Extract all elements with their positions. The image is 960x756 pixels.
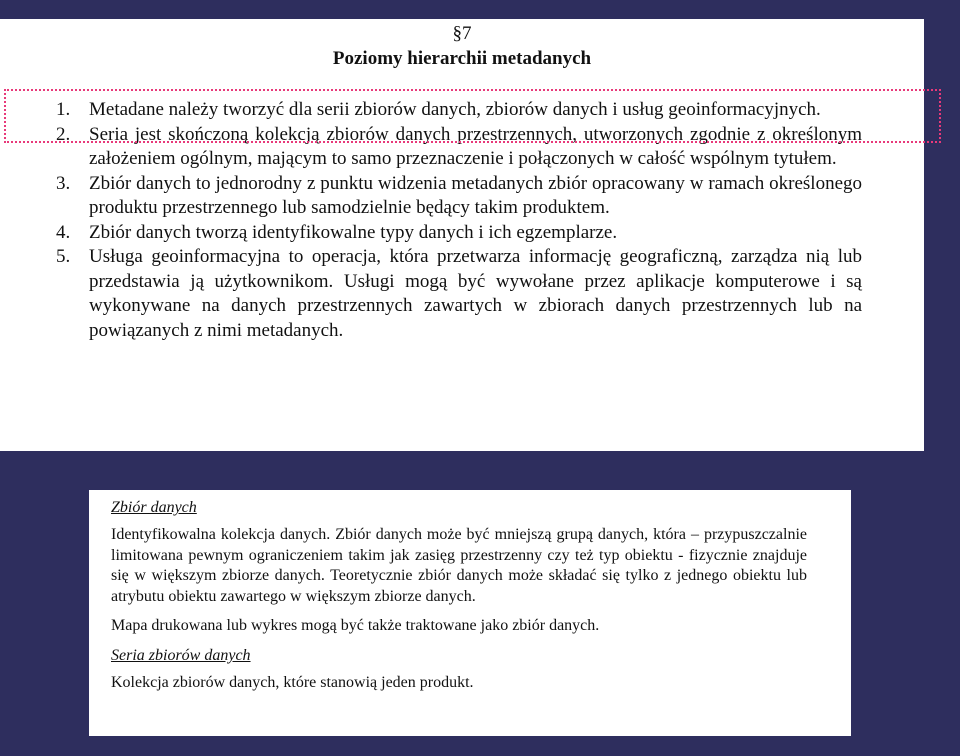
section-title: Poziomy hierarchii metadanych — [332, 48, 592, 69]
item-number: 2. — [56, 123, 71, 145]
definition-text-series: Kolekcja zbiorów danych, które stanowią jeden produkt. — [111, 673, 474, 691]
list-item — [56, 221, 862, 246]
definition-text-dataset: Identyfikowalna kolekcja danych. Zbiór danych może być mniejszą grupą danych, która – przypuszczalnie limitowana pewnym ograniczeniem takim jak zasięg przestrzenny czy też typ obiektu - fizycznie znajduje się w większym zbiorze danych. Teoretycznie zbiór danych może składać się tylko z jednego obiektu lub atrybutu obiektu zawartego w większym zbiorze danych. — [111, 525, 807, 606]
definition-term-series: Seria zbiorów danych — [111, 646, 251, 664]
highlight-box — [4, 89, 941, 143]
item-text: Zbiór danych tworzą identyfikowalne typy danych i ich egzemplarze. — [89, 221, 618, 243]
list-item — [56, 172, 862, 221]
item-number: 4. — [56, 221, 71, 243]
regulation-panel — [0, 19, 924, 451]
item-text: Zbiór danych to jednorodny z punktu widzenia metadanych zbiór opracowany w ramach określonego produktu przestrzennego lub samodzielnie będący takim produktem. — [89, 172, 862, 218]
item-number: 1. — [56, 99, 71, 120]
item-number: 5. — [56, 246, 71, 267]
list-item — [56, 245, 862, 343]
item-text: Usługa geoinformacyjna to operacja, która przetwarza informację geograficzną, zarządza nią lub przedstawia ją użytkownikom. Usługi mogą być wywołane przez aplikacje komputerowe i są wykonywane na danych przestrzennych zawartych w zbiorach danych przestrzennych lub na powiązanych z nimi metadanych. — [89, 246, 862, 341]
item-text: Metadane należy tworzyć dla serii zbiorów danych, zbiorów danych i usług geoinformacyjnych. — [89, 99, 821, 120]
item-text: Seria jest skończoną kolekcją zbiorów danych przestrzennych, utworzonych zgodnie z określonym założeniem ogólnym, mającym to samo przeznaczenie i połączonych w całość wspólnym tytułem. — [89, 123, 862, 169]
item-number: 3. — [56, 172, 71, 194]
definition-term-dataset: Zbiór danych — [111, 499, 197, 516]
definition-note: Mapa drukowana lub wykres mogą być także traktowane jako zbiór danych. — [111, 616, 600, 634]
section-number: §7 — [452, 23, 472, 44]
definitions-panel — [89, 490, 851, 736]
